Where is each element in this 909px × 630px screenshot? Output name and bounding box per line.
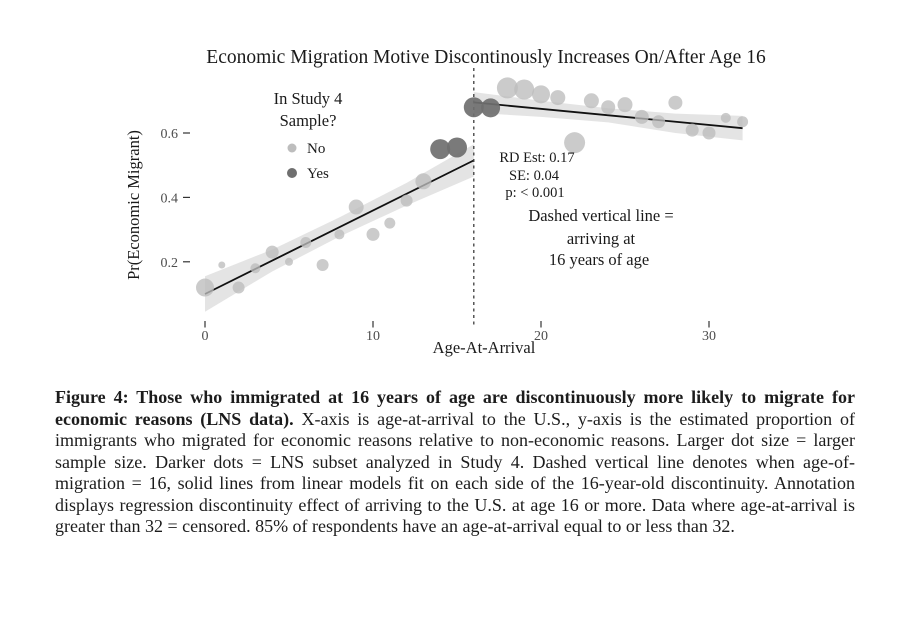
data-point: [266, 246, 279, 259]
data-point: [652, 115, 665, 128]
vline-note: [528, 206, 673, 269]
p-value-text: p: < 0.001: [505, 185, 565, 201]
data-point: [686, 124, 699, 137]
legend: [274, 89, 343, 182]
y-axis-label: Pr(Economic Migrant): [124, 130, 143, 280]
data-point: [367, 228, 380, 241]
regression-line: [205, 160, 474, 294]
legend-title-line2: Sample?: [279, 111, 337, 130]
data-point: [196, 279, 214, 297]
data-point: [447, 137, 467, 157]
y-tick-label: 0.2: [160, 255, 178, 271]
legend-label-no: No: [307, 141, 326, 157]
data-point: [668, 96, 682, 110]
data-point: [334, 229, 344, 239]
data-point: [401, 195, 413, 207]
data-point: [464, 97, 484, 117]
x-tick-label: 10: [366, 329, 380, 344]
y-tick-label: 0.6: [160, 127, 178, 142]
legend-yes-dot-icon: [287, 168, 297, 178]
y-tick-label: 0.4: [160, 191, 178, 207]
figure-caption: [55, 387, 855, 538]
data-point: [584, 93, 599, 108]
confidence-band: [474, 92, 743, 140]
data-point: [737, 116, 748, 127]
data-point: [721, 113, 731, 123]
vline-note-line2: arriving at: [566, 229, 636, 248]
caption-body: X-axis is age-at-arrival to the U.S., y-axis is the estimated proportion of immigrants who migrated for economic reasons relative to non-economic reasons. Larger dot size = larger sample size. Darker dots = LNS subset analyzed in Study 4. Dashed vertical line denotes when age-of-migration = 16, solid lines from linear models fit on each side of the 16-year-old discontinuity. Annotation displays regression discontinuity effect of arriving to the U.S. at age 16 or more. Data where age-at-arrival is greater than 32 = censored. 85% of respondents have an age-at-arrival equal to or less than 32.: [55, 408, 855, 536]
vline-note-line1: Dashed vertical line =: [528, 206, 674, 225]
legend-title-line1: In Study 4: [273, 89, 343, 108]
data-point: [618, 97, 633, 112]
vline-note-line3: 16 years of age: [548, 250, 650, 269]
data-point: [481, 98, 500, 117]
x-axis-label: Age-At-Arrival: [432, 338, 536, 357]
data-point: [285, 258, 293, 266]
data-point: [250, 263, 260, 273]
data-point: [349, 200, 364, 215]
data-point: [550, 90, 565, 105]
x-tick-label: 30: [702, 329, 716, 344]
data-point: [300, 237, 311, 248]
se-text: SE: 0.04: [509, 168, 559, 184]
data-point: [384, 218, 395, 229]
chart-title: Economic Migration Motive Discontinously Increases On/After Age 16: [206, 47, 766, 68]
data-point: [532, 85, 550, 103]
x-tick-label: 20: [534, 329, 548, 344]
data-point: [601, 100, 615, 114]
data-point: [635, 110, 649, 124]
data-point: [317, 259, 329, 271]
data-point: [233, 282, 245, 294]
data-point: [218, 262, 225, 269]
legend-label-yes: Yes: [307, 166, 329, 182]
caption-bold-lead: Figure 4: Those who immigrated at 16 years of age are discontinuously more likely to migrate for economic reasons (LNS data).: [55, 387, 855, 429]
data-point: [514, 80, 534, 100]
data-point: [415, 173, 431, 189]
x-tick-label: 0: [201, 329, 209, 344]
legend-no-dot-icon: [288, 144, 297, 153]
data-point: [703, 127, 716, 140]
rd-annotation: [499, 150, 574, 201]
rd-estimate-text: RD Est: 0.17: [499, 150, 575, 166]
